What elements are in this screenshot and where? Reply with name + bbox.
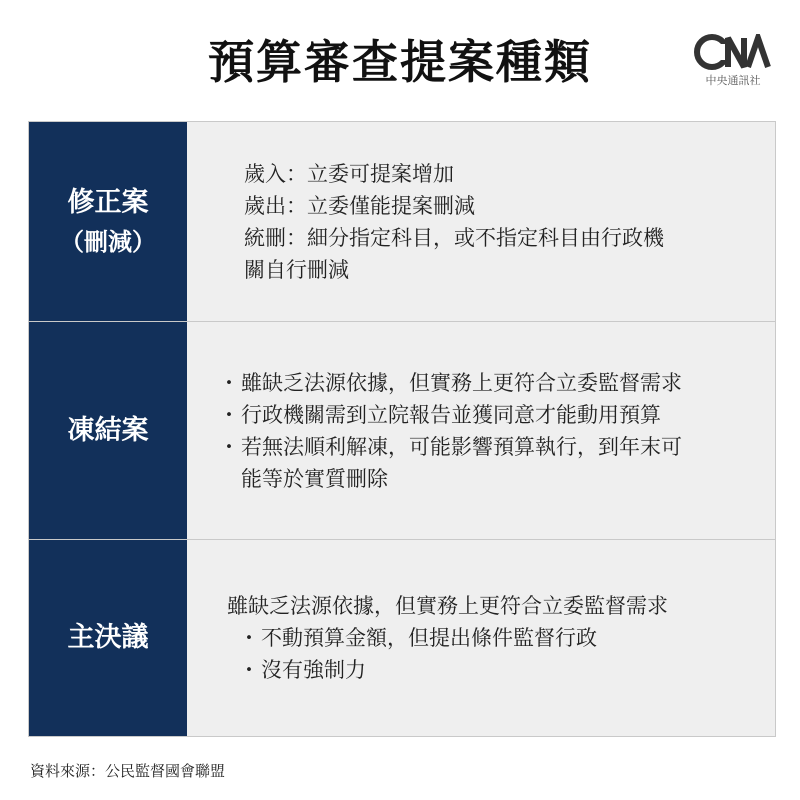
list-item xyxy=(244,222,775,254)
bullet-icon: ・ xyxy=(238,658,260,682)
row-amendment xyxy=(29,122,775,322)
row-content xyxy=(187,540,775,736)
lead-text: 雖缺乏法源依據，但實務上更符合立委監督需求 xyxy=(227,594,668,618)
bullet-icon: ・ xyxy=(218,434,240,459)
cna-logo xyxy=(694,34,772,86)
item-text: 細分指定科目，或不指定科目由行政機 xyxy=(307,225,664,250)
list-item xyxy=(227,654,775,686)
list-item xyxy=(217,431,775,463)
item-text: 雖缺乏法源依據，但實務上更符合立委監督需求 xyxy=(241,370,682,395)
row-content xyxy=(187,122,775,321)
source-note: 資料來源：公民監督國會聯盟 xyxy=(30,762,226,780)
list-item xyxy=(217,399,775,431)
page-title: 預算審查提案種類 xyxy=(208,35,592,89)
item-text: 若無法順利解凍，可能影響預算執行，到年末可 xyxy=(241,434,682,459)
bullet-icon: ・ xyxy=(218,370,240,395)
logo-subtitle: 中央通訊社 xyxy=(705,74,761,87)
item-text: 行政機關需到立院報告並獲同意才能動用預算 xyxy=(241,402,661,427)
row-label: 修正案 xyxy=(67,186,149,218)
item-sep: ： xyxy=(286,161,307,186)
bullet-icon: ・ xyxy=(218,402,240,427)
row-freeze xyxy=(29,322,775,540)
row-main-resolution xyxy=(29,540,775,736)
row-content xyxy=(187,322,775,539)
row-label: 主決議 xyxy=(67,622,149,654)
row-label: 凍結案 xyxy=(67,414,149,446)
item-key: 歲入 xyxy=(244,161,286,186)
item-key: 統刪 xyxy=(244,225,286,250)
row-header xyxy=(29,122,187,321)
item-text: 立委可提案增加 xyxy=(307,161,454,186)
item-text: 關自行刪減 xyxy=(244,257,349,282)
list-item xyxy=(227,622,775,654)
item-text: 立委僅能提案刪減 xyxy=(307,193,475,218)
list-item xyxy=(244,158,775,190)
list-item-continuation xyxy=(244,254,775,286)
item-sep: ： xyxy=(286,193,307,218)
row-sublabel: （刪減） xyxy=(60,227,156,256)
list-item-continuation xyxy=(217,463,775,495)
item-text: 沒有強制力 xyxy=(261,658,366,682)
item-text: 能等於實質刪除 xyxy=(241,466,388,491)
proposal-types-table xyxy=(28,121,776,737)
row-header xyxy=(29,540,187,736)
bullet-icon: ・ xyxy=(238,626,260,650)
row-header xyxy=(29,322,187,539)
item-text: 不動預算金額，但提出條件監督行政 xyxy=(261,626,597,650)
item-sep: ： xyxy=(286,225,307,250)
item-key: 歲出 xyxy=(244,193,286,218)
list-item xyxy=(217,367,775,399)
cna-logo-mark-icon xyxy=(694,34,772,70)
list-item xyxy=(244,190,775,222)
